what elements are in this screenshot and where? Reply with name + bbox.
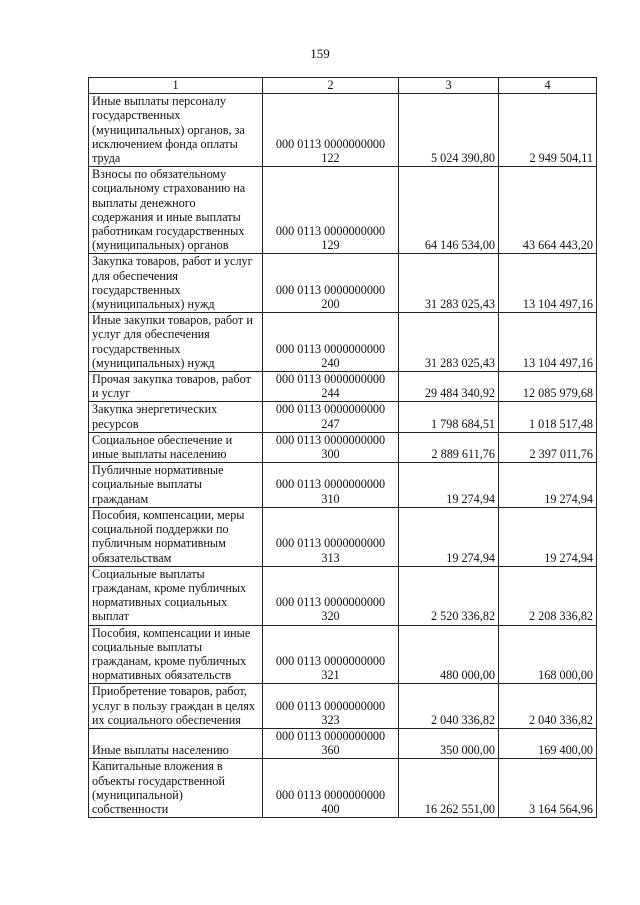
row-value-col4: 2 040 336,82 bbox=[499, 684, 597, 729]
column-header: 1 bbox=[89, 78, 263, 94]
table-row bbox=[89, 507, 597, 566]
row-code-cell: 000 0113 0000000000 200 bbox=[263, 254, 399, 313]
table-row bbox=[89, 684, 597, 729]
row-code-cell: 000 0113 0000000000 300 bbox=[263, 432, 399, 462]
table-row bbox=[89, 728, 597, 758]
row-name-cell: Пособия, компенсации и иные социальные выплаты гражданам, кроме публичных нормативных обязательств bbox=[89, 625, 263, 684]
row-name-cell: Пособия, компенсации, меры социальной поддержки по публичным нормативным обязательствам bbox=[89, 507, 263, 566]
row-name-cell: Иные выплаты населению bbox=[89, 728, 263, 758]
table-row bbox=[89, 566, 597, 625]
row-name-cell: Прочая закупка товаров, работ и услуг bbox=[89, 372, 263, 402]
row-name-cell: Закупка товаров, работ и услуг для обеспечения государственных (муниципальных) нужд bbox=[89, 254, 263, 313]
row-value-col3: 2 520 336,82 bbox=[399, 566, 499, 625]
row-value-col4: 13 104 497,16 bbox=[499, 313, 597, 372]
row-value-col3: 31 283 025,43 bbox=[399, 254, 499, 313]
column-header: 4 bbox=[499, 78, 597, 94]
row-value-col4: 2 397 011,76 bbox=[499, 432, 597, 462]
budget-table bbox=[88, 77, 597, 818]
row-code-cell: 000 0113 0000000000 247 bbox=[263, 402, 399, 432]
row-value-col3: 29 484 340,92 bbox=[399, 372, 499, 402]
row-code-cell: 000 0113 0000000000 122 bbox=[263, 94, 399, 167]
row-name-cell: Публичные нормативные социальные выплаты гражданам bbox=[89, 463, 263, 508]
row-code-cell: 000 0113 0000000000 323 bbox=[263, 684, 399, 729]
row-code-cell: 000 0113 0000000000 400 bbox=[263, 759, 399, 818]
row-name-cell: Социальные выплаты гражданам, кроме публичных нормативных социальных выплат bbox=[89, 566, 263, 625]
row-name-cell: Закупка энергетических ресурсов bbox=[89, 402, 263, 432]
row-value-col4: 43 664 443,20 bbox=[499, 167, 597, 254]
row-code-cell: 000 0113 0000000000 129 bbox=[263, 167, 399, 254]
row-name-cell: Иные выплаты персоналу государственных (муниципальных) органов, за исключением фонда оплаты труда bbox=[89, 94, 263, 167]
row-value-col4: 19 274,94 bbox=[499, 463, 597, 508]
table-row bbox=[89, 463, 597, 508]
row-value-col3: 2 889 611,76 bbox=[399, 432, 499, 462]
table-row bbox=[89, 254, 597, 313]
row-code-cell: 000 0113 0000000000 360 bbox=[263, 728, 399, 758]
table-row bbox=[89, 625, 597, 684]
row-value-col4: 2 208 336,82 bbox=[499, 566, 597, 625]
page-number: 159 bbox=[310, 46, 330, 61]
row-name-cell: Приобретение товаров, работ, услуг в пользу граждан в целях их социального обеспечения bbox=[89, 684, 263, 729]
row-value-col3: 2 040 336,82 bbox=[399, 684, 499, 729]
table-row bbox=[89, 167, 597, 254]
row-value-col4: 168 000,00 bbox=[499, 625, 597, 684]
row-name-cell: Социальное обеспечение и иные выплаты населению bbox=[89, 432, 263, 462]
row-code-cell: 000 0113 0000000000 240 bbox=[263, 313, 399, 372]
row-name-cell: Капитальные вложения в объекты государственной (муниципальной) собственности bbox=[89, 759, 263, 818]
row-name-cell: Взносы по обязательному социальному страхованию на выплаты денежного содержания и иные выплаты работникам государственных (муниципальных) органов bbox=[89, 167, 263, 254]
table-header-row bbox=[89, 78, 597, 94]
row-code-cell: 000 0113 0000000000 321 bbox=[263, 625, 399, 684]
row-code-cell: 000 0113 0000000000 313 bbox=[263, 507, 399, 566]
row-value-col3: 1 798 684,51 bbox=[399, 402, 499, 432]
table-row bbox=[89, 759, 597, 818]
row-value-col4: 13 104 497,16 bbox=[499, 254, 597, 313]
row-value-col4: 12 085 979,68 bbox=[499, 372, 597, 402]
row-value-col4: 19 274,94 bbox=[499, 507, 597, 566]
row-value-col3: 16 262 551,00 bbox=[399, 759, 499, 818]
row-value-col3: 480 000,00 bbox=[399, 625, 499, 684]
row-value-col4: 3 164 564,96 bbox=[499, 759, 597, 818]
row-value-col3: 31 283 025,43 bbox=[399, 313, 499, 372]
column-header: 3 bbox=[399, 78, 499, 94]
row-value-col3: 350 000,00 bbox=[399, 728, 499, 758]
row-name-cell: Иные закупки товаров, работ и услуг для обеспечения государственных (муниципальных) нужд bbox=[89, 313, 263, 372]
row-value-col3: 19 274,94 bbox=[399, 463, 499, 508]
row-value-col4: 1 018 517,48 bbox=[499, 402, 597, 432]
row-value-col3: 64 146 534,00 bbox=[399, 167, 499, 254]
row-value-col4: 169 400,00 bbox=[499, 728, 597, 758]
table-row bbox=[89, 94, 597, 167]
table-row bbox=[89, 313, 597, 372]
table-row bbox=[89, 432, 597, 462]
table-row bbox=[89, 372, 597, 402]
row-value-col3: 5 024 390,80 bbox=[399, 94, 499, 167]
row-value-col3: 19 274,94 bbox=[399, 507, 499, 566]
column-header: 2 bbox=[263, 78, 399, 94]
row-code-cell: 000 0113 0000000000 244 bbox=[263, 372, 399, 402]
row-code-cell: 000 0113 0000000000 320 bbox=[263, 566, 399, 625]
row-value-col4: 2 949 504,11 bbox=[499, 94, 597, 167]
row-code-cell: 000 0113 0000000000 310 bbox=[263, 463, 399, 508]
table-row bbox=[89, 402, 597, 432]
